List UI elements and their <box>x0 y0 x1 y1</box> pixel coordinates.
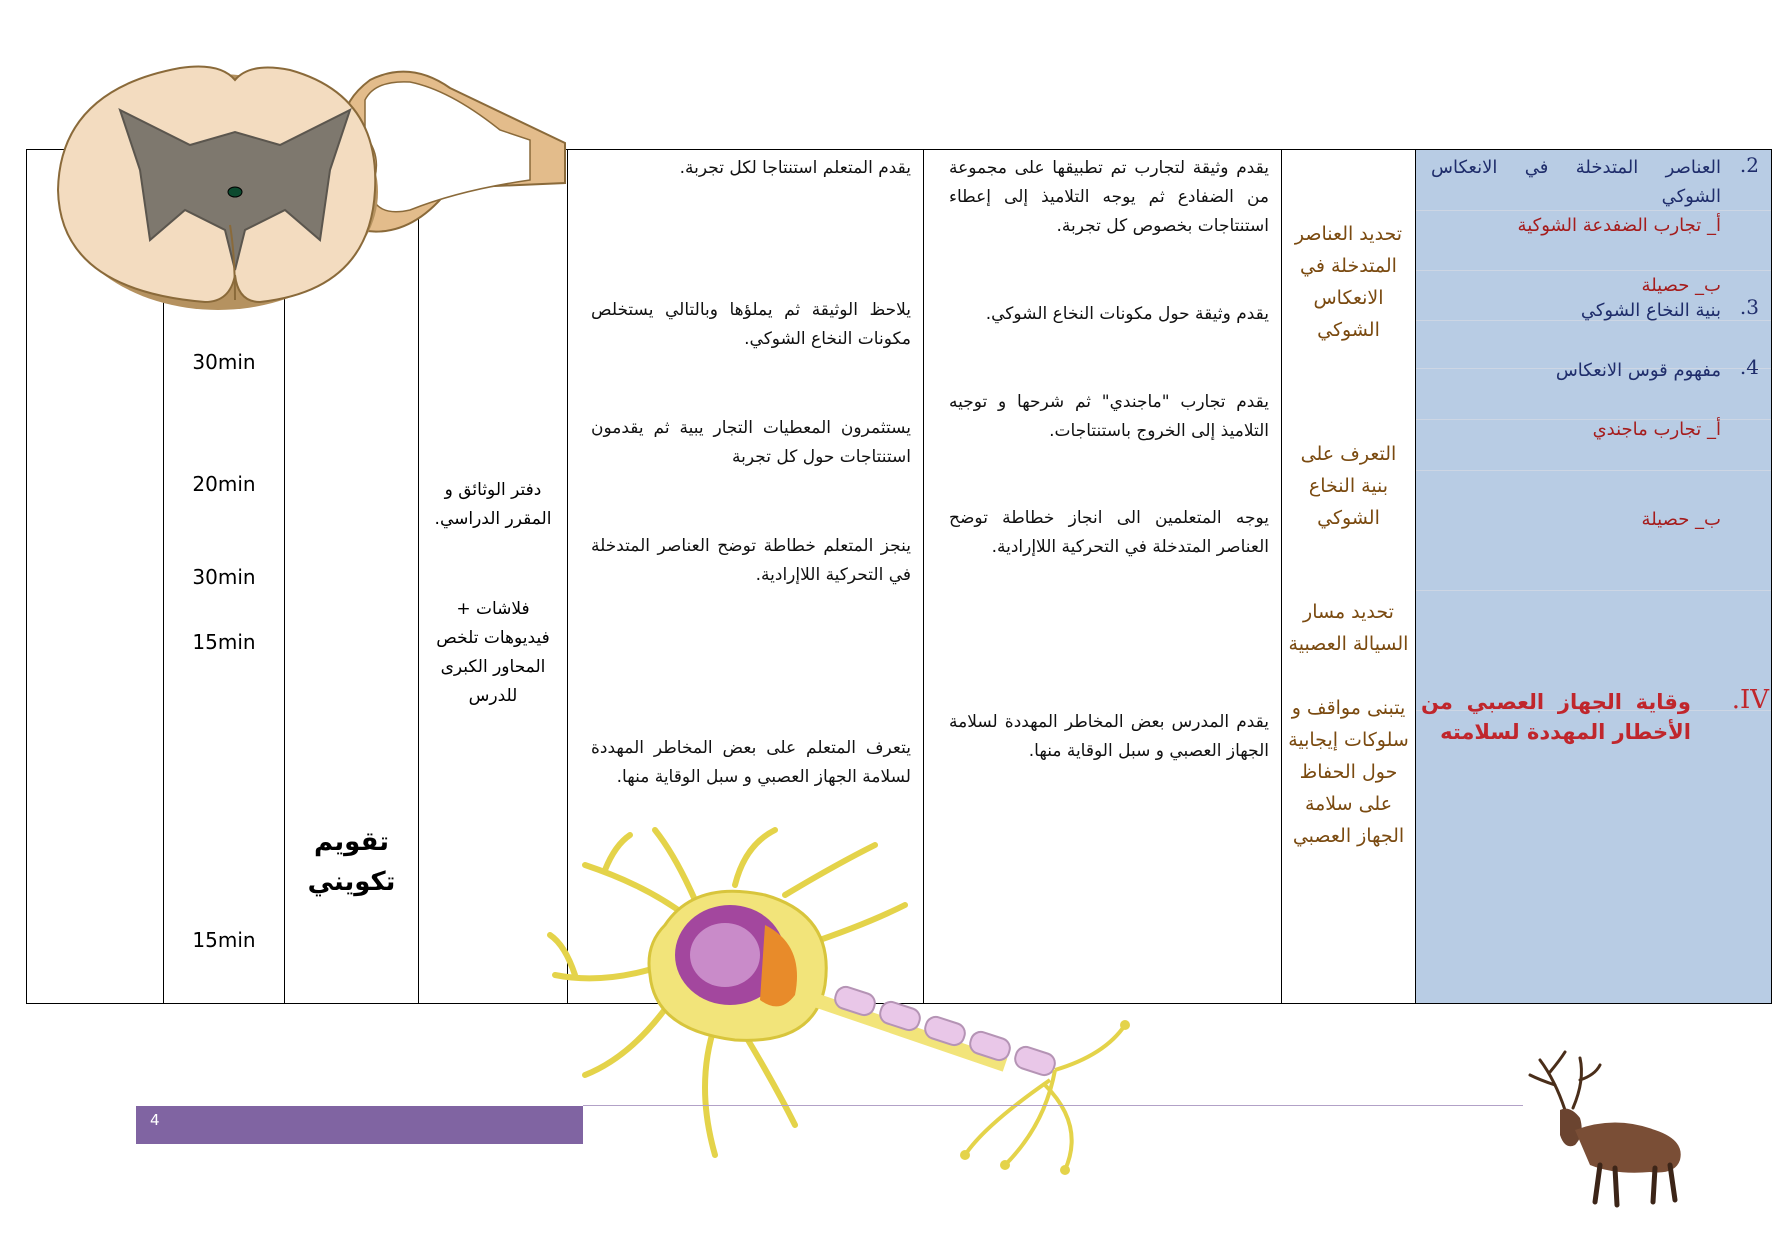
time-3: 30min <box>192 565 256 589</box>
item-4a: أ_ تجارب ماجندي <box>1592 419 1721 440</box>
time-2: 20min <box>192 472 256 496</box>
spinal-cord-illustration <box>30 40 570 320</box>
time-5: 15min <box>192 928 256 952</box>
footer-bar <box>136 1106 583 1144</box>
goal-3: تحديد مسار السيالة العصبية <box>1288 601 1409 655</box>
item-3-number: 3. <box>1739 295 1759 319</box>
item-4-number: 4. <box>1739 355 1759 379</box>
item-2-title: العناصر المتدخلة في الانعكاس الشوكي <box>1431 157 1721 207</box>
page-number: 4 <box>150 1111 160 1129</box>
student-activity-4: ينجز المتعلم خطاطة توضح العناصر المتدخلة في التحركية اللاإرادية. <box>591 536 911 585</box>
footer-line <box>583 1105 1523 1106</box>
resource-1: دفتر الوثائق و المقرر الدراسي. <box>434 480 552 529</box>
teacher-activity-5: يقدم المدرس بعض المخاطر المهددة لسلامة الجهاز العصبي و سبل الوقاية منها. <box>949 712 1269 761</box>
item-2a: أ_ تجارب الضفدعة الشوكية <box>1517 215 1721 236</box>
teacher-activity-2: يقدم وثيقة حول مكونات النخاع الشوكي. <box>985 304 1269 324</box>
student-activity-3: يستثمرون المعطيات التجار يبية ثم يقدمون استنتاجات حول كل تجربة <box>591 418 911 467</box>
goal-4: يتبنى مواقف و سلوكات إيجابية حول الحفاظ على سلامة الجهاز العصبي <box>1288 697 1409 847</box>
goal-1: تحديد العناصر المتدخلة في الانعكاس الشوكي <box>1294 223 1403 341</box>
time-1: 30min <box>192 350 256 374</box>
item-iv-number: IV. <box>1731 685 1769 715</box>
goal-2: التعرف على بنية النخاع الشوكي <box>1300 443 1397 529</box>
evaluation-label: تقويم تكويني <box>307 827 396 897</box>
teacher-activity-1: يقدم وثيقة لتجارب تم تطبيقها على مجموعة من الضفادع ثم يوجه التلاميذ إلى إعطاء استنتاجات بخصوص كل تجربة. <box>949 158 1269 236</box>
neuron-illustration <box>545 825 1205 1210</box>
item-iv-title: وقاية الجهاز العصبي من الأخطار المهددة لسلامته <box>1421 690 1691 744</box>
teacher-activity-4: يوجه المتعلمين الى انجاز خطاطة توضح العناصر المتدخلة في التحركية اللاإرادية. <box>949 508 1269 557</box>
time-4: 15min <box>192 630 256 654</box>
deer-illustration <box>1525 1050 1695 1210</box>
item-2-number: 2. <box>1739 153 1759 177</box>
student-activity-2: يلاحظ الوثيقة ثم يملؤها وبالتالي يستخلص مكونات النخاع الشوكي. <box>591 300 911 349</box>
student-activity-1: يقدم المتعلم استنتاجا لكل تجربة. <box>679 158 911 178</box>
resource-2: فلاشات + فيديوهات تلخص المحاور الكبرى للدرس <box>436 599 550 706</box>
goals-cell <box>1282 150 1416 1004</box>
item-4b: ب_ حصيلة <box>1641 509 1721 530</box>
item-2b: ب_ حصيلة <box>1641 275 1721 296</box>
teacher-activity-3: يقدم تجارب "ماجندي" ثم شرحها و توجيه التلاميذ إلى الخروج باستنتاجات. <box>949 392 1269 441</box>
item-3-title: بنية النخاع الشوكي <box>1580 300 1721 321</box>
content-cell <box>1416 150 1772 1004</box>
student-activity-5: يتعرف المتعلم على بعض المخاطر المهددة لسلامة الجهاز العصبي و سبل الوقاية منها. <box>591 738 911 787</box>
item-4-title: مفهوم قوس الانعكاس <box>1555 360 1721 381</box>
